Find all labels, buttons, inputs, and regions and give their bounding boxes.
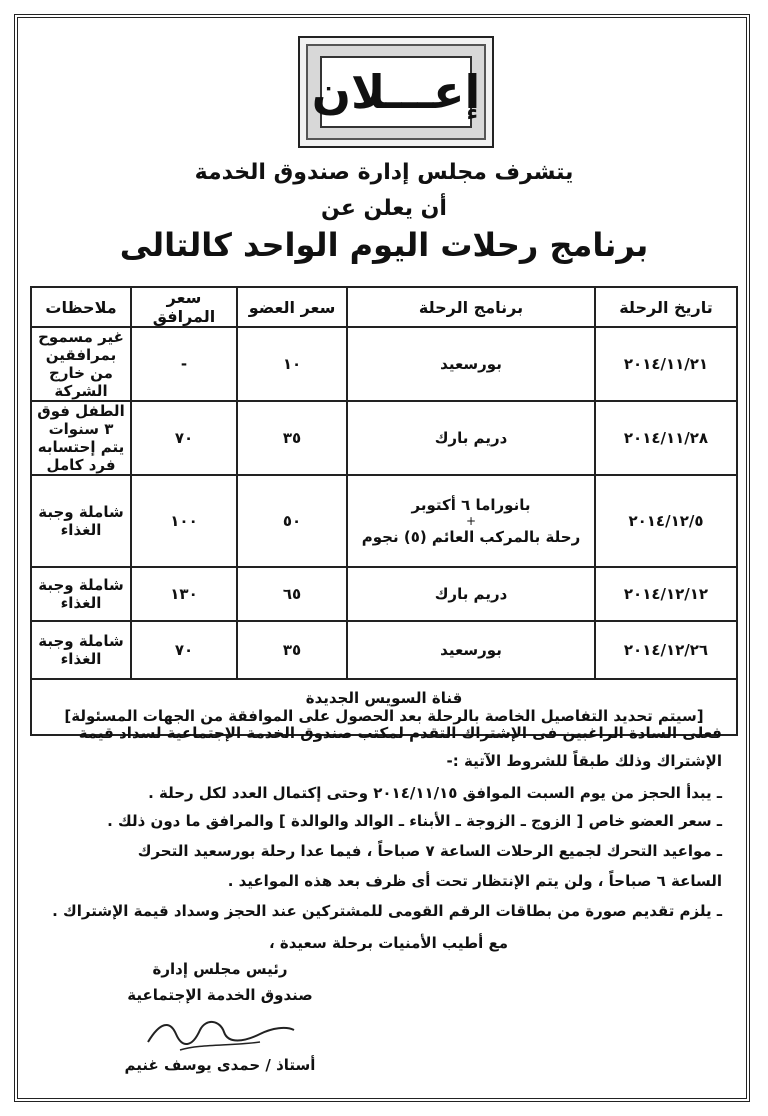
condition-4: ـ يلزم تقديم صورة من بطاقات الرقم القومى للمشتركين عند الحجز وسداد قيمة الإشتراك . [52,902,722,920]
cell-date: ٢٠١٤/١٢/٢٦ [595,621,737,679]
condition-3-line-2: الساعة ٦ صباحاً ، ولن يتم الإنتظار تحت أى ظرف بعد هذه المواعيد . [227,872,722,890]
footer-line-2: [سيتم تحديد التفاصيل الخاصة بالرحلة بعد الحصول على الموافقة من الجهات المسئولة] [64,707,704,725]
header-companion-price: سعر المرافق [131,287,237,327]
cell-program: دريم بارك [347,567,595,621]
heading-line-1: يتشرف مجلس إدارة صندوق الخدمة [194,160,574,185]
cell-member-price: ٣٥ [237,401,347,475]
heading-line-3: برنامج رحلات اليوم الواحد كالتالى [119,226,649,264]
table-row [31,475,737,567]
cell-member-price: ٣٥ [237,621,347,679]
cell-companion-price: ٧٠ [131,621,237,679]
cell-program: بورسعيد [347,621,595,679]
condition-3-line-1: ـ مواعيد التحرك لجميع الرحلات الساعة ٧ صباحاً ، فيما عدا رحلة بورسعيد التحرك [137,842,722,860]
notes-line-2: يتم إحتسابه فرد كامل [37,438,125,474]
program-line-2: رحلة بالمركب العائم (٥) نجوم [361,528,581,546]
table-row [31,621,737,679]
table-row [31,327,737,401]
header-date: تاريخ الرحلة [595,287,737,327]
cell-notes [31,327,131,401]
cell-date: ٢٠١٤/١١/٢١ [595,327,737,401]
header-member-price: سعر العضو [237,287,347,327]
cell-member-price: ٦٥ [237,567,347,621]
program-line-1: بانوراما ٦ أكتوبر [411,496,531,514]
cell-member-price: ٥٠ [237,475,347,567]
cell-program: بورسعيد [347,327,595,401]
cell-date: ٢٠١٤/١٢/٥ [595,475,737,567]
notes-line-1: الطفل فوق ٣ سنوات [37,402,125,438]
intro-line-2: الإشتراك وذلك طبقاً للشروط الآتية :- [446,752,722,770]
signature-title-line-2: صندوق الخدمة الإجتماعية [127,986,313,1004]
condition-1: ـ يبدأ الحجز من يوم السبت الموافق ٢٠١٤/١١/١٥ وحتى إكتمال العدد لكل رحلة . [148,784,722,802]
cell-notes: شاملة وجبة الغذاء [31,621,131,679]
intro-line-1: فعلى السادة الراغبين فى الإشتراك التقدم لمكتب صندوق الخدمة الإجتماعية لسداد قيمة [78,724,722,742]
cell-program [347,475,595,567]
trips-table [30,286,738,736]
closing-line: مع أطيب الأمنيات برحلة سعيدة ، [268,934,508,952]
notes-line-1: غير مسموح بمرافقين [38,328,124,364]
condition-2: ـ سعر العضو خاص [ الزوج ـ الزوجة ـ الأبناء ـ الوالد والوالدة ] والمرافق ما دون ذلك . [107,812,722,830]
cell-member-price: ١٠ [237,327,347,401]
cell-date: ٢٠١٤/١٢/١٢ [595,567,737,621]
signature-title-line-1: رئيس مجلس إدارة [152,960,288,978]
handwritten-signature [140,1012,300,1056]
table-row [31,401,737,475]
cell-program: دريم بارك [347,401,595,475]
table-header-row [31,287,737,327]
announcement-title: إعـــلان [320,56,472,128]
heading-line-2: أن يعلن عن [321,196,447,221]
cell-companion-price: - [131,327,237,401]
footer-line-1: قناة السويس الجديدة [305,689,463,707]
announcement-title-box [298,36,494,148]
signature-name: أستاذ / حمدى يوسف غنيم [124,1056,316,1074]
cell-companion-price: ١٠٠ [131,475,237,567]
cell-notes: شاملة وجبة الغذاء [31,475,131,567]
cell-notes: شاملة وجبة الغذاء [31,567,131,621]
cell-date: ٢٠١٤/١١/٢٨ [595,401,737,475]
notes-line-2: من خارج الشركة [49,364,113,400]
cell-notes [31,401,131,475]
cell-companion-price: ٧٠ [131,401,237,475]
header-program: برنامج الرحلة [347,287,595,327]
header-notes: ملاحظات [31,287,131,327]
table-row [31,567,737,621]
cell-companion-price: ١٣٠ [131,567,237,621]
program-plus: + [465,514,477,528]
